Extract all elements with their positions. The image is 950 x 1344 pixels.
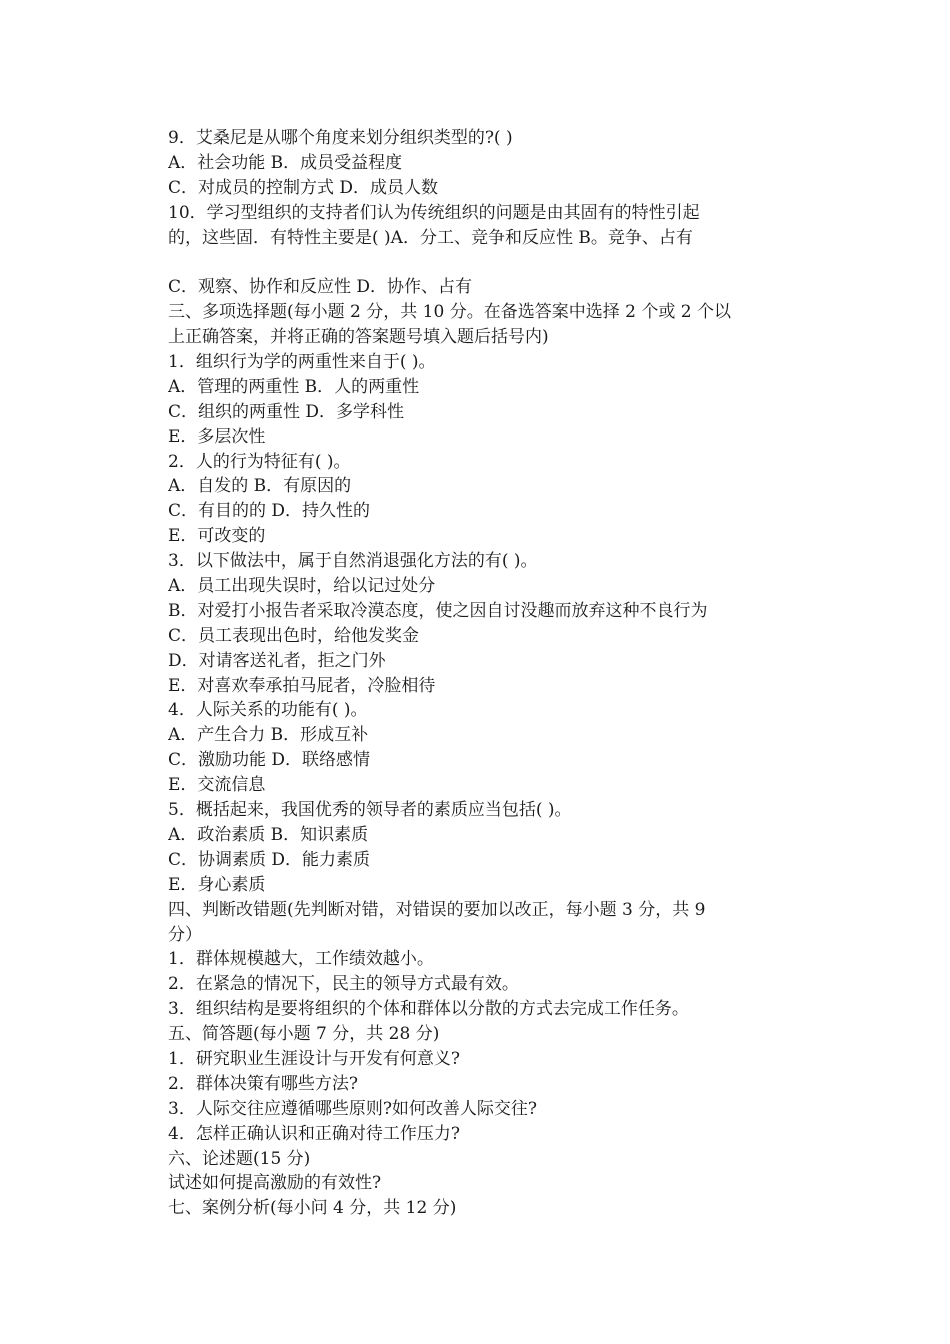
section-heading-true-false: 四、判断改错题(先判断对错，对错误的要加以改正，每小题 3 分，共 9 <box>168 899 706 920</box>
question-9: 9．艾桑尼是从哪个角度来划分组织类型的?( ) <box>168 128 513 148</box>
question-10: 10．学习型组织的支持者们认为传统组织的问题是由其固有的特性引起 <box>168 202 700 223</box>
option-line: E．多层次性 <box>168 426 266 447</box>
option-line: C．对成员的控制方式 D．成员人数 <box>168 177 439 198</box>
option-line: A．员工出现失误时，给以记过处分 <box>168 576 436 597</box>
option-line: E．对喜欢奉承拍马屁者，冷脸相待 <box>168 675 436 696</box>
option-line: C．观察、协作和反应性 D．协作、占有 <box>168 277 473 298</box>
option-line: C．员工表现出色时，给他发奖金 <box>168 625 420 646</box>
section-heading-multiple-choice: 三、多项选择题(每小题 2 分，共 10 分。在备选答案中选择 2 个或 2 个以 <box>168 302 731 323</box>
option-line: C．协调素质 D．能力素质 <box>168 849 371 870</box>
question-line: 4．怎样正确认识和正确对待工作压力? <box>168 1123 460 1144</box>
question-line: 3．组织结构是要将组织的个体和群体以分散的方式去完成工作任务。 <box>168 999 689 1020</box>
option-line: D．对请客送礼者，拒之门外 <box>168 650 386 671</box>
option-line: A．管理的两重性 B．人的两重性 <box>168 376 420 397</box>
section-heading-short-answer: 五、简答题(每小题 7 分，共 28 分) <box>168 1024 440 1045</box>
question-line: 3．以下做法中，属于自然消退强化方法的有( )。 <box>168 551 538 572</box>
option-line: B．对爱打小报告者采取冷漠态度，使之因自讨没趣而放弃这种不良行为 <box>168 600 708 621</box>
question-line: 2．人的行为特征有( )。 <box>168 451 351 472</box>
question-line: 2．在紧急的情况下，民主的领导方式最有效。 <box>168 974 519 995</box>
question-line: 4．人际关系的功能有( )。 <box>168 700 368 721</box>
section-heading-essay: 六、论述题(15 分) <box>168 1148 311 1169</box>
question-10-continued: 的，这些固．有特性主要是( )A．分工、竞争和反应性 B。竞争、占有 <box>168 227 693 248</box>
option-line: A．自发的 B．有原因的 <box>168 476 352 497</box>
option-line: E．交流信息 <box>168 775 266 796</box>
section-heading-case-analysis: 七、案例分析(每小问 4 分，共 12 分) <box>168 1198 457 1219</box>
option-line: C．有目的的 D．持久性的 <box>168 501 371 522</box>
option-line: C．激励功能 D．联络感情 <box>168 750 371 771</box>
question-line: 1．研究职业生涯设计与开发有何意义? <box>168 1048 460 1069</box>
question-line: 5．概括起来，我国优秀的领导者的素质应当包括( )。 <box>168 800 572 821</box>
option-line: A．产生合力 B．形成互补 <box>168 725 369 746</box>
option-line: E．可改变的 <box>168 526 266 547</box>
option-line: A．政治素质 B．知识素质 <box>168 824 369 845</box>
section-heading-continued: 上正确答案，并将正确的答案题号填入题后括号内) <box>168 327 549 348</box>
question-line: 1．组织行为学的两重性来自于( )。 <box>168 352 436 373</box>
question-line: 3．人际交往应遵循哪些原则?如何改善人际交往? <box>168 1098 538 1119</box>
document-page <box>168 126 788 1221</box>
option-line: A．社会功能 B．成员受益程度 <box>168 152 403 173</box>
question-line: 1．群体规模越大，工作绩效越小。 <box>168 949 434 970</box>
option-line: E．身心素质 <box>168 874 266 895</box>
question-line: 试述如何提高激励的有效性? <box>168 1173 382 1194</box>
option-line: C．组织的两重性 D．多学科性 <box>168 401 405 422</box>
blank-line <box>168 250 788 275</box>
section-heading-continued: 分） <box>168 924 202 945</box>
question-line: 2．群体决策有哪些方法? <box>168 1073 358 1094</box>
